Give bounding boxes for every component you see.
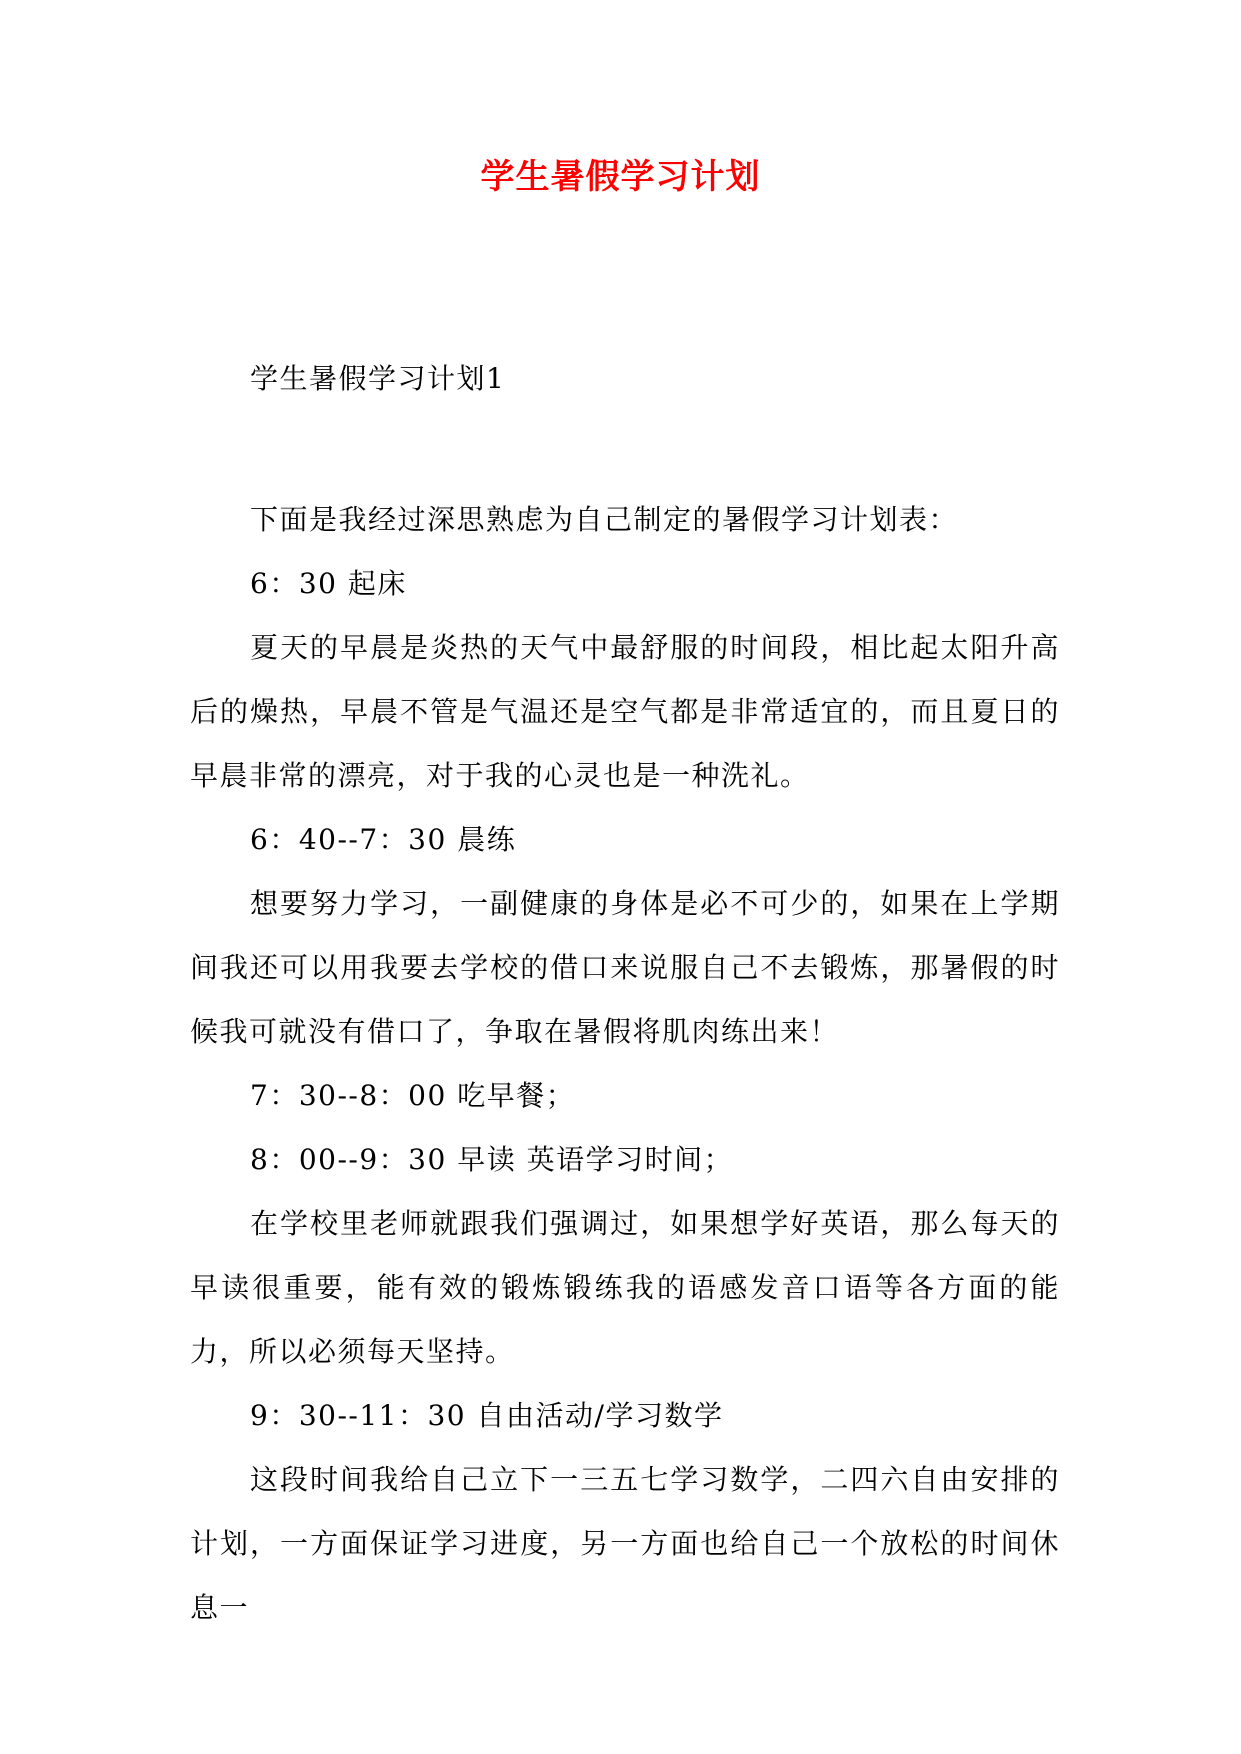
paragraph-time-wake: 6：30 起床: [250, 567, 407, 600]
paragraph-morning: 夏天的早晨是炎热的天气中最舒服的时间段，相比起太阳升高后的燥热，早晨不管是气温还是空气都是非常适宜的，而且夏日的早晨非常的漂亮，对于我的心灵也是一种洗礼。: [190, 631, 1060, 792]
document-title: 学生暑假学习计划: [480, 157, 761, 197]
paragraph-time-exercise: 6：40--7：30 晨练: [250, 823, 517, 856]
paragraph-math: 这段时间我给自己立下一三五七学习数学，二四六自由安排的计划，一方面保证学习进度，另一方面也给自己一个放松的时间休息一: [190, 1463, 1060, 1624]
paragraph-exercise: 想要努力学习，一副健康的身体是必不可少的，如果在上学期间我还可以用我要去学校的借口来说服自己不去锻炼，那暑假的时候我可就没有借口了，争取在暑假将肌肉练出来！: [190, 887, 1060, 1048]
document-body: [190, 488, 1060, 1640]
paragraph-intro: 下面是我经过深思熟虑为自己制定的暑假学习计划表：: [250, 503, 959, 536]
paragraph-time-free: 9：30--11：30 自由活动/学习数学: [250, 1399, 724, 1432]
paragraph-time-reading: 8：00--9：30 早读 英语学习时间；: [250, 1143, 734, 1176]
section-heading: 学生暑假学习计划1: [250, 362, 506, 395]
paragraph-time-breakfast: 7：30--8：00 吃早餐；: [250, 1079, 576, 1112]
paragraph-english: 在学校里老师就跟我们强调过，如果想学好英语，那么每天的早读很重要，能有效的锻炼锻练我的语感发音口语等各方面的能力，所以必须每天坚持。: [190, 1207, 1060, 1368]
